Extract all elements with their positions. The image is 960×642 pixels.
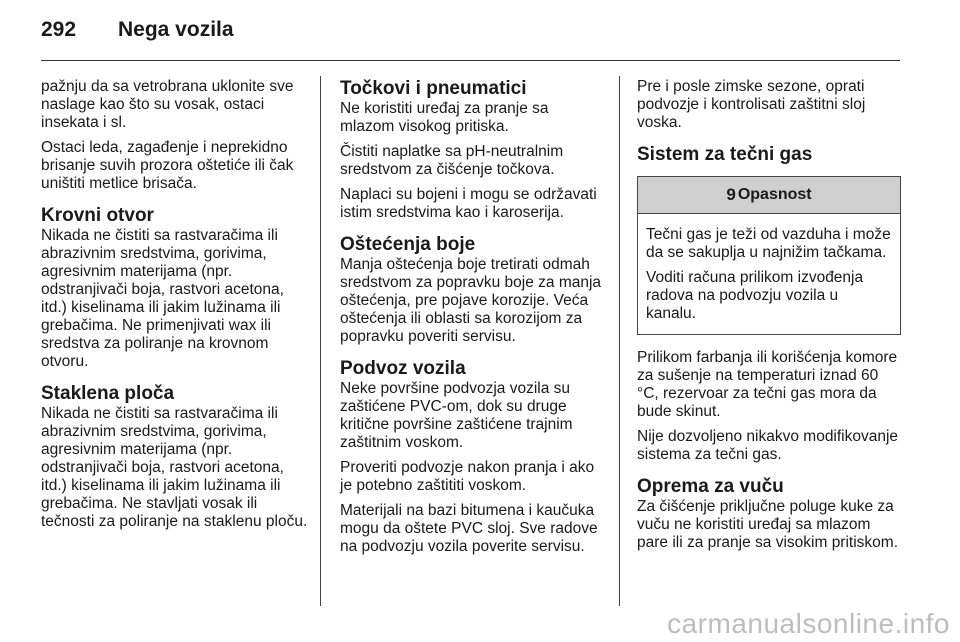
paragraph: Ne koristiti uređaj za pranje sa mlazom visokog pritiska. xyxy=(340,100,549,135)
column-1 xyxy=(41,78,309,538)
section-heading-tockovi: Točkovi i pneumatici xyxy=(340,78,527,99)
paragraph: Nikada ne čistiti sa rastvaračima ili abrazivnim sredstvima, gorivima, agresivnim materijama (npr. odstranjivači boja, rastvori acetona, itd.) kiselinama ili jakim lužinama ili grebačima. Ne stavljati vosak ili tečnosti za poliranje na staklenu ploču. xyxy=(41,405,308,530)
paragraph: Nikada ne čistiti sa rastvaračima ili abrazivnim sredstvima, gorivima, agresivnim materijama (npr. odstranjivači boja, rastvori acetona, itd.) kiselinama ili jakim lužinama ili grebačima. Ne primenjivati wax ili sredstva za poliranje na krovnom otvoru. xyxy=(41,227,284,370)
section-heading-ostecenja-boje: Oštećenja boje xyxy=(340,234,476,255)
watermark: carmanualsonline.info xyxy=(667,608,950,639)
section-heading-podvoz: Podvoz vozila xyxy=(340,358,466,379)
paragraph: Naplaci su bojeni i mogu se održavati istim sredstvima kao i karoserija. xyxy=(340,186,597,221)
paragraph: Neke površine podvozja vozila su zaštićene PVC-om, dok su druge kritične površine zaštićene trajnim zaštitnim voskom. xyxy=(340,380,573,451)
warning-header xyxy=(638,177,900,214)
column-3 xyxy=(637,78,901,559)
paragraph: Ostaci leda, zagađenje i neprekidno brisanje suvih prozora oštetiće ili čak uništiti metlice brisača. xyxy=(41,139,294,192)
column-2 xyxy=(340,78,606,563)
paragraph: Za čišćenje priključne poluge kuke za vuču ne koristiti uređaj sa mlazom pare ili za pranje sa visokim pritiskom. xyxy=(637,498,899,551)
header-rule xyxy=(41,60,900,61)
paragraph: Manja oštećenja boje tretirati odmah sredstvom za popravku boje za manja oštećenja, pre pojave korozije. Veća oštećenja ili oblasti sa korozijom za popravku poveriti servisu. xyxy=(340,256,602,345)
paragraph: Nije dozvoljeno nikakvo modifikovanje sistema za tečni gas. xyxy=(637,428,899,463)
paragraph: Čistiti naplatke sa pH-neutralnim sredstvom za čišćenje točkova. xyxy=(340,143,564,178)
section-heading-krovni-otvor: Krovni otvor xyxy=(41,205,154,226)
paragraph: Proveriti podvozje nakon pranja i ako je potebno zaštititi voskom. xyxy=(340,459,595,494)
paragraph: pažnju da sa vetrobrana uklonite sve naslage kao što su vosak, ostaci insekata i sl. xyxy=(41,78,294,131)
column-divider-1 xyxy=(320,76,321,606)
paragraph: Prilikom farbanja ili korišćenja komore za sušenje na temperaturi iznad 60 °C, rezervoar za tečni gas mora da bude skinut. xyxy=(637,349,898,420)
section-heading-tecni-gas: Sistem za tečni gas xyxy=(637,144,813,165)
page-number: 292 xyxy=(41,18,77,41)
page-title: Nega vozila xyxy=(118,18,234,41)
page-header xyxy=(0,0,960,60)
paragraph: Tečni gas je teži od vazduha i može da se sakuplja u najnižim tačkama. xyxy=(646,226,891,261)
section-heading-staklena-ploca: Staklena ploča xyxy=(41,383,175,404)
paragraph: Voditi računa prilikom izvođenja radova na podvozju vozila u kanalu. xyxy=(646,269,864,322)
paragraph: Pre i posle zimske sezone, oprati podvozje i kontrolisati zaštitni sloj voska. xyxy=(637,78,866,131)
column-divider-2 xyxy=(619,76,620,606)
warning-title: Opasnost xyxy=(737,186,812,203)
warning-body xyxy=(638,214,900,334)
warning-triangle-icon: 9 xyxy=(726,185,736,204)
section-heading-oprema-za-vucu: Oprema za vuču xyxy=(637,476,784,497)
warning-box xyxy=(637,176,901,335)
paragraph: Materijali na bazi bitumena i kaučuka mogu da oštete PVC sloj. Sve radove na podvozju vozila poverite servisu. xyxy=(340,502,598,555)
